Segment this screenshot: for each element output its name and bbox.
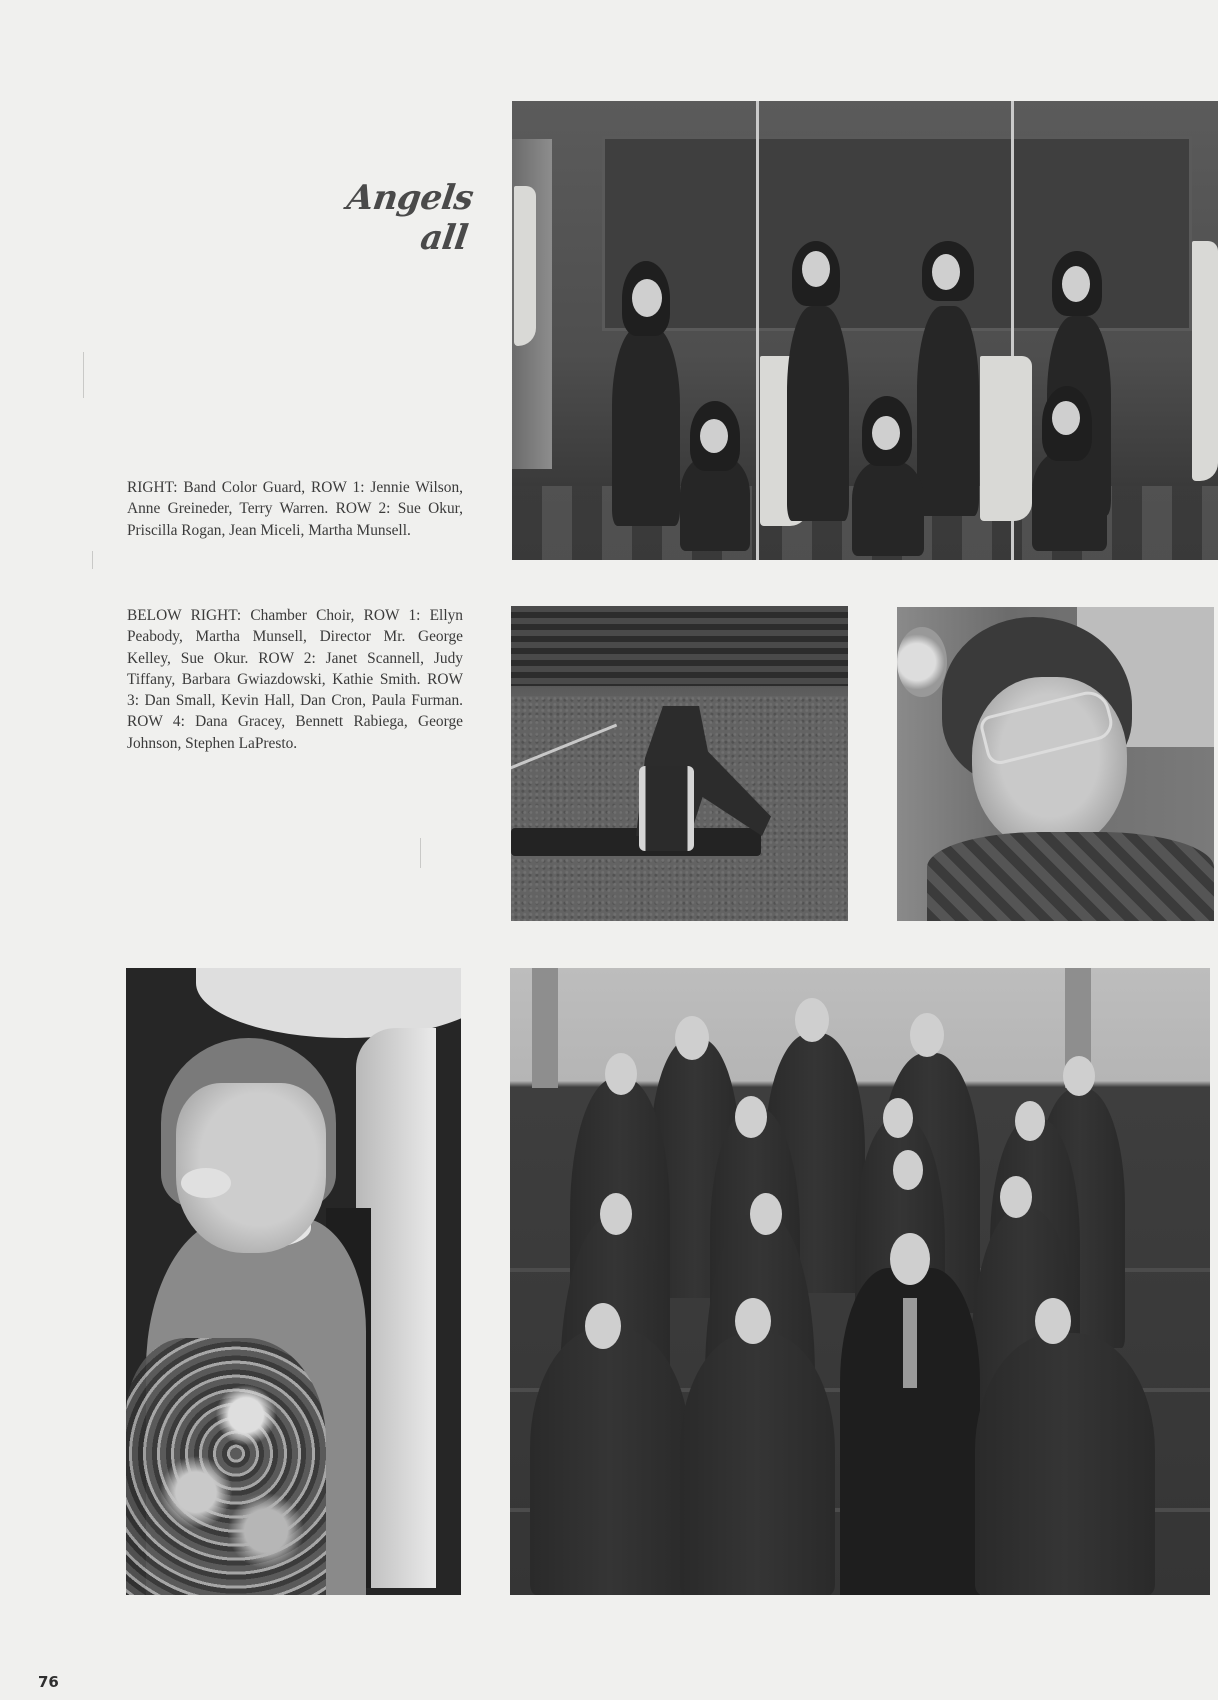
scan-mark xyxy=(92,551,93,569)
guard-member xyxy=(787,306,849,521)
drummer-photo xyxy=(511,606,848,921)
choir-member xyxy=(530,1328,690,1595)
mouthpiece xyxy=(181,1168,231,1198)
face xyxy=(632,279,662,317)
face xyxy=(890,1233,930,1285)
guard-member-kneeling xyxy=(852,461,924,556)
face xyxy=(893,1150,923,1190)
face xyxy=(675,1016,709,1060)
face xyxy=(585,1303,621,1349)
choir-member xyxy=(975,1333,1155,1595)
bass-drum xyxy=(639,766,694,851)
face xyxy=(1062,266,1090,302)
face xyxy=(1035,1298,1071,1344)
face xyxy=(910,1013,944,1057)
face xyxy=(883,1098,913,1138)
face xyxy=(932,254,960,290)
face xyxy=(600,1193,632,1235)
flag xyxy=(1192,241,1218,481)
face xyxy=(735,1096,767,1138)
chamber-choir-photo xyxy=(510,968,1210,1595)
background-drum xyxy=(897,627,947,697)
chalkboard xyxy=(602,136,1192,331)
brass-valves xyxy=(126,1338,326,1595)
face xyxy=(1015,1101,1045,1141)
face xyxy=(1063,1056,1095,1096)
scan-mark xyxy=(83,352,84,398)
face xyxy=(795,998,829,1042)
face xyxy=(1052,401,1080,435)
wall-post xyxy=(532,968,558,1088)
smiling-student-photo xyxy=(897,607,1214,921)
flag xyxy=(980,356,1032,521)
bleachers xyxy=(511,606,848,686)
shadow xyxy=(511,828,761,856)
color-guard-photo xyxy=(512,101,1218,560)
flag xyxy=(514,186,536,346)
face xyxy=(802,251,830,287)
face xyxy=(872,416,900,450)
tuba-player-photo xyxy=(126,968,461,1595)
necktie xyxy=(903,1298,917,1388)
face xyxy=(605,1053,637,1095)
plaid-shirt xyxy=(927,832,1214,921)
face xyxy=(700,419,728,453)
face xyxy=(1000,1176,1032,1218)
guard-member xyxy=(612,326,680,526)
page-number: 76 xyxy=(38,1673,59,1691)
face xyxy=(735,1298,771,1344)
caption-chamber-choir: BELOW RIGHT: Chamber Choir, ROW 1: Ellyn Peabody, Martha Munsell, Director Mr. George Kelley, Sue Okur. ROW 2: Janet Scannell, Judy Tiffany, Barbara Gwiazdowski, Kathie Smith. ROW 3: Dan Small, Kevin Hall, Dan Cron, Paula Furman. ROW 4: Dana Gracey, Bennett Rabiega, George Johnson, Stephen LaPresto. xyxy=(127,607,463,752)
guard-member xyxy=(917,306,979,516)
page-title: Angels all xyxy=(344,178,476,258)
choir-member xyxy=(680,1333,835,1595)
face xyxy=(750,1193,782,1235)
scan-mark xyxy=(420,838,421,868)
caption-color-guard: RIGHT: Band Color Guard, ROW 1: Jennie Wilson, Anne Greineder, Terry Warren. ROW 2: Sue Okur, Priscilla Rogan, Jean Miceli, Martha Munsell. xyxy=(127,479,463,539)
guard-member-kneeling xyxy=(1032,451,1107,551)
flag-pole xyxy=(756,101,759,560)
